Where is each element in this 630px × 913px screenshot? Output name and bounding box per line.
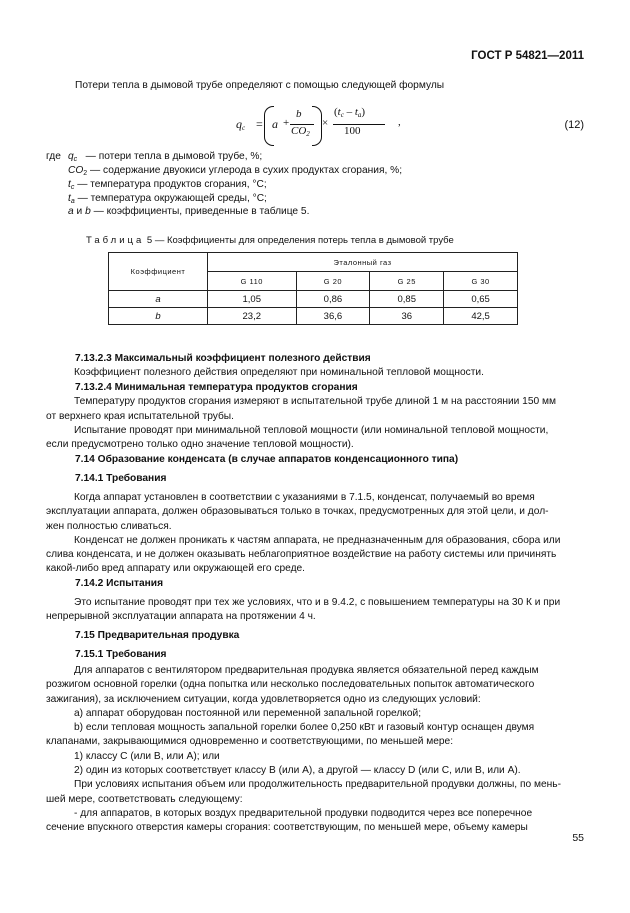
table-caption: Таблица 5 — Коэффициенты для определения потерь тепла в дымовой трубе	[86, 235, 454, 246]
subsection-heading: 7.14.1 Требования	[75, 473, 167, 484]
page-number: 55	[572, 832, 584, 844]
section-7-15	[46, 629, 584, 643]
table-row: b 23,2 36,6 36 42,5	[109, 308, 518, 325]
header-gas: G 30	[444, 272, 518, 291]
table-row: a 1,05 0,86 0,85 0,65	[109, 291, 518, 308]
prepurge-requirements: Для аппаратов с вентилятором предварительная продувка является обязательной перед каждым розжигом основной горелки (одна попытка или несколько последовательных попыток автоматического зажигания), за исключением ситуации, когда удовлетворяется одно из следующих условий: а) аппарат оборудован постоянной или переменной запальной горелкой; b) если тепловая мощность запальной горелки более 0,250 кВт и газовый контур оснащен двумя клапанами, закрывающимися одновременно и соответствующими, по меньшей мере: 1) классу С (или В, или А); или 2) один из которых соответствует классу В (или А), а другой — классу D (или С, или В, или А). При условиях испытания объем или продолжительность предварительной продувки должны, по мень- шей мере, соответствовать следующему: - для аппаратов, в которых воздух предварительной продувки подводится через все поперечное сечение впускного отверстия камеры сгорания: соответствующим, по меньшей мере, объему камеры	[46, 665, 561, 834]
right-paren	[312, 106, 322, 146]
section-7-14	[46, 453, 584, 467]
header-gas: G 25	[370, 272, 444, 291]
section-7-13-2-3: 7.13.2.3 Максимальный коэффициент полезного действия Коэффициент полезного действия определяют при номинальной тепловой мощности.	[46, 352, 584, 381]
subsection-heading: 7.14.2 Испытания	[75, 578, 164, 589]
header-coefficient: Коэффициент	[109, 253, 208, 291]
section-heading: 7.15 Предварительная продувка	[75, 630, 240, 641]
formula-intro: Потери тепла в дымовой трубе определяют с помощью следующей формулы	[75, 80, 445, 91]
header-reference-gas: Эталонный газ	[208, 253, 518, 272]
condensate-requirements: Когда аппарат установлен в соответствии с указаниями в 7.1.5, конденсат, получаемый во время эксплуатации аппарата, должен образовываться только в точках, предусмотренных для этой цели, и дол- жен полностью сливаться. Конденсат не должен проникать к частям аппарата, не предназначенным для образования, сбора или слива конденсата, и не должен оказывать неблагоприятное воздействие на работу системы или причинять какой-либо вред аппарату или окружающей его среде.	[46, 492, 561, 575]
section-heading: 7.13.2.3 Максимальный коэффициент полезного действия	[75, 353, 371, 364]
header-gas: G 20	[296, 272, 370, 291]
header-gas: G 110	[208, 272, 297, 291]
section-7-13-2-4: 7.13.2.4 Минимальная температура продуктов сгорания Температуру продуктов сгорания измеряют в испытательной трубе длиной 1 м на расстоянии 150 мм от верхнего края испытательной трубы. Испытание проводят при минимальной тепловой мощности (или номинальной тепловой мощности, если предусмотрено только одно значение тепловой мощности).	[46, 381, 584, 452]
section-heading: 7.14 Образование конденсата (в случае аппаратов конденсационного типа)	[75, 454, 459, 465]
coefficients-table	[108, 252, 518, 325]
condensate-tests: Это испытание проводят при тех же условиях, что и в 9.4.2, с повышением температуры на 30 К и при непрерывной эксплуатации аппарата на протяжении 4 ч.	[46, 597, 561, 623]
section-heading: 7.13.2.4 Минимальная температура продуктов сгорания	[75, 382, 358, 393]
document-id: ГОСТ Р 54821—2011	[471, 50, 584, 62]
subsection-heading: 7.15.1 Требования	[75, 649, 167, 660]
equation-number: (12)	[564, 119, 584, 131]
